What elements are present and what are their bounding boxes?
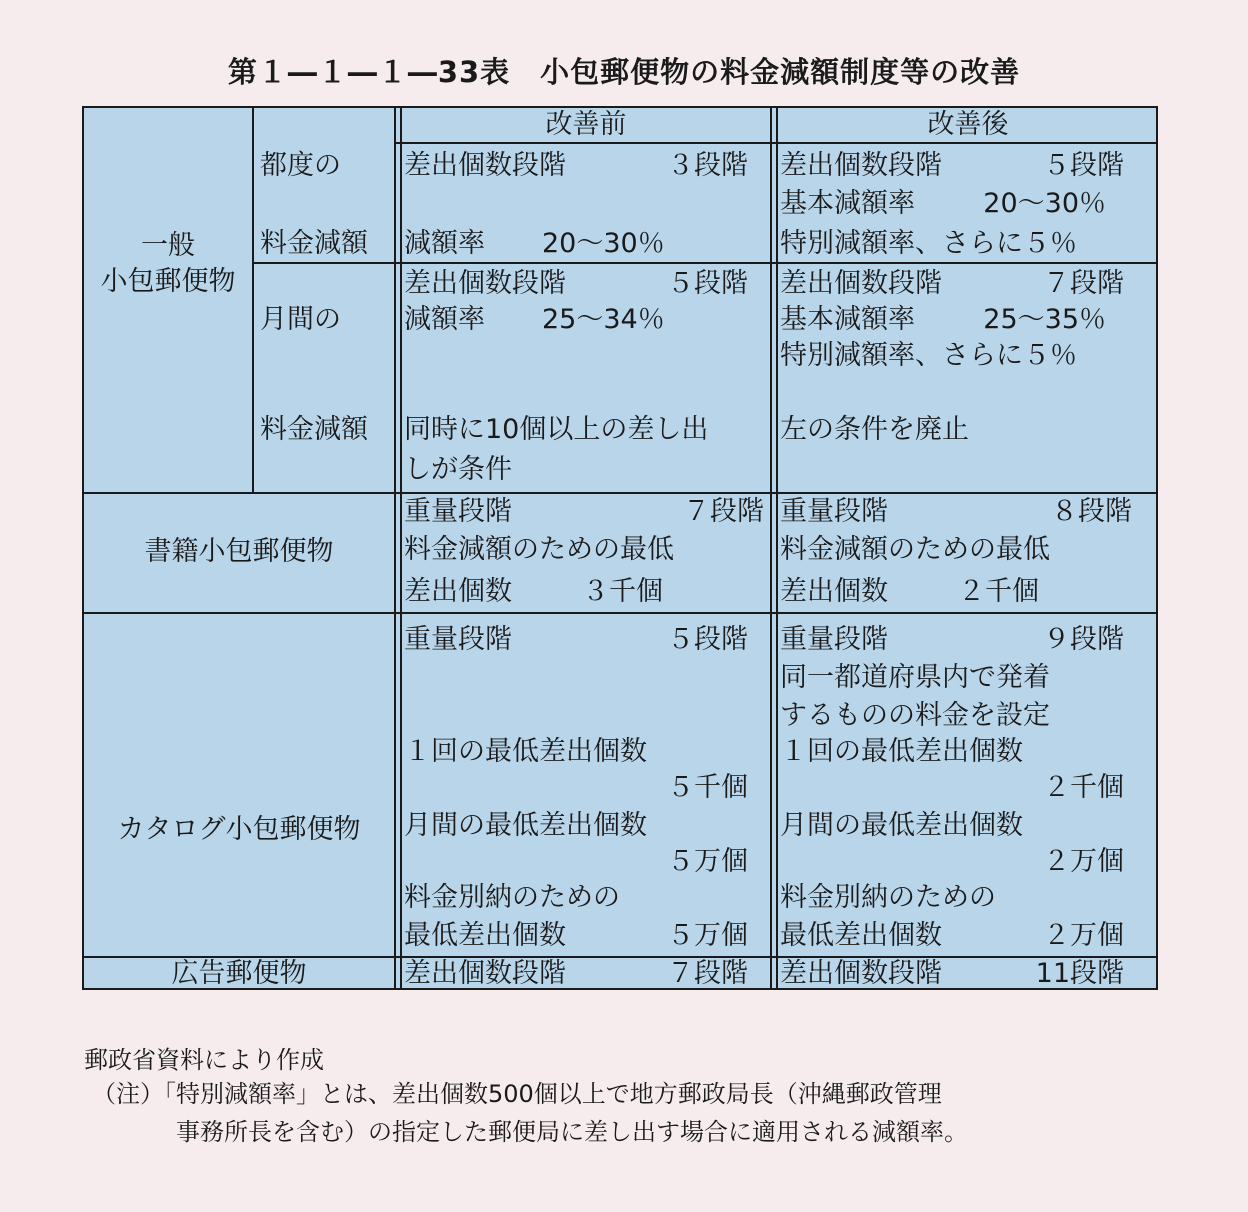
cell-text: 特別減額率、さらに５％ [780,340,1077,371]
divider [252,262,1156,264]
sublabel-monthly-2: 料金減額 [260,414,368,445]
cell-text: 重量段階 [780,624,888,655]
sublabel-per-time-1: 都度の [260,150,341,181]
divider [394,142,1156,144]
sublabel-per-time-2: 料金減額 [260,228,368,259]
row-label-books: 書籍小包郵便物 [144,536,334,567]
cell-text: 料金減額のための最低 [404,534,674,565]
cell-text: 料金別納のための [404,882,620,913]
cell-value: ５千個 [667,772,748,803]
footnote-line-2: 事務所長を含む）の指定した郵便局に差し出す場合に適用される減額率。 [176,1118,968,1146]
cell-text: 特別減額率、さらに５％ [780,228,1077,259]
cell-text: 基本減額率 [780,188,915,219]
cell-books-after [778,494,1132,612]
cell-per-time-before [402,148,748,262]
cell-text: 差出個数 [404,576,512,607]
row-label-ad: 広告郵便物 [171,958,307,989]
sublabel-monthly-1: 月間の [260,304,341,335]
cell-text: １回の最低差出個数 [404,736,647,767]
cell-catalog-after [778,622,1124,956]
cell-text: しが条件 [404,454,512,485]
cell-value: ２万個 [1043,920,1124,951]
cell-value: ２万個 [1043,846,1124,877]
cell-text: 差出個数段階 [780,958,942,989]
cell-text: 差出個数段階 [404,268,566,299]
cell-value: 11段階 [1035,958,1124,989]
cell-text: 減額率 [404,304,485,335]
cell-text: 重量段階 [404,496,512,527]
cell-text: 差出個数段階 [404,958,566,989]
cell-ad-after [778,958,1124,990]
cell-value: ８段階 [1051,496,1132,527]
cell-text: 料金減額のための最低 [780,534,1050,565]
divider [252,108,254,494]
cell-ad-before [402,958,748,990]
cell-text: 差出個数段階 [404,150,566,181]
cell-value: ５万個 [667,920,748,951]
cell-text: 料金別納のための [780,882,996,913]
cell-text: 差出個数段階 [780,150,942,181]
cell-per-time-after [778,148,1124,262]
cell-monthly-after [778,266,1124,492]
footnote-line-1: （注）「特別減額率」とは、差出個数500個以上で地方郵政局長（沖縄郵政管理 [92,1080,942,1108]
cell-monthly-before [402,266,748,492]
cell-value: 25～34％ [542,304,665,335]
cell-text: 重量段階 [404,624,512,655]
divider [84,612,1156,614]
cell-value: ５段階 [1043,150,1124,181]
cell-text: 左の条件を廃止 [780,414,969,445]
cell-value: ５段階 [667,624,748,655]
cell-value: ７段階 [667,958,748,989]
row-label-catalog: カタログ小包郵便物 [117,814,361,845]
cell-text: 同時に10個以上の差し出 [404,414,709,445]
cell-text: 基本減額率 [780,304,915,335]
header-after: 改善後 [927,109,1009,140]
cell-text: するものの料金を設定 [780,700,1050,731]
cell-value: ２千個 [1043,772,1124,803]
row-label-general [84,228,252,300]
cell-value: ２千個 [958,576,1039,607]
cell-value: ７段階 [683,496,764,527]
divider [770,108,772,988]
cell-text: 減額率 [404,228,485,259]
cell-text: １回の最低差出個数 [780,736,1023,767]
row-label-line: 小包郵便物 [100,266,236,297]
cell-books-before [402,494,764,612]
comparison-table [82,106,1158,990]
cell-value: ９段階 [1043,624,1124,655]
cell-value: ５万個 [667,846,748,877]
cell-value: 20～30％ [542,228,665,259]
cell-text: 同一都道府県内で発着 [780,662,1050,693]
cell-value: 25～35％ [983,304,1106,335]
cell-catalog-before [402,622,748,956]
cell-value: ７段階 [1043,268,1124,299]
table-title: 第１―１―１―33表 小包郵便物の料金減額制度等の改善 [227,55,1021,89]
cell-value: 20～30％ [983,188,1106,219]
source-note: 郵政省資料により作成 [84,1046,324,1074]
cell-text: 最低差出個数 [404,920,566,951]
cell-value: ３段階 [667,150,748,181]
cell-value: ３千個 [582,576,663,607]
cell-text: 月間の最低差出個数 [780,810,1023,841]
row-label-line: 一般 [141,230,195,261]
cell-value: ５段階 [667,268,748,299]
cell-text: 差出個数段階 [780,268,942,299]
cell-text: 最低差出個数 [780,920,942,951]
header-before: 改善前 [545,109,627,140]
cell-text: 差出個数 [780,576,888,607]
cell-text: 月間の最低差出個数 [404,810,647,841]
cell-text: 重量段階 [780,496,888,527]
divider [394,108,396,988]
